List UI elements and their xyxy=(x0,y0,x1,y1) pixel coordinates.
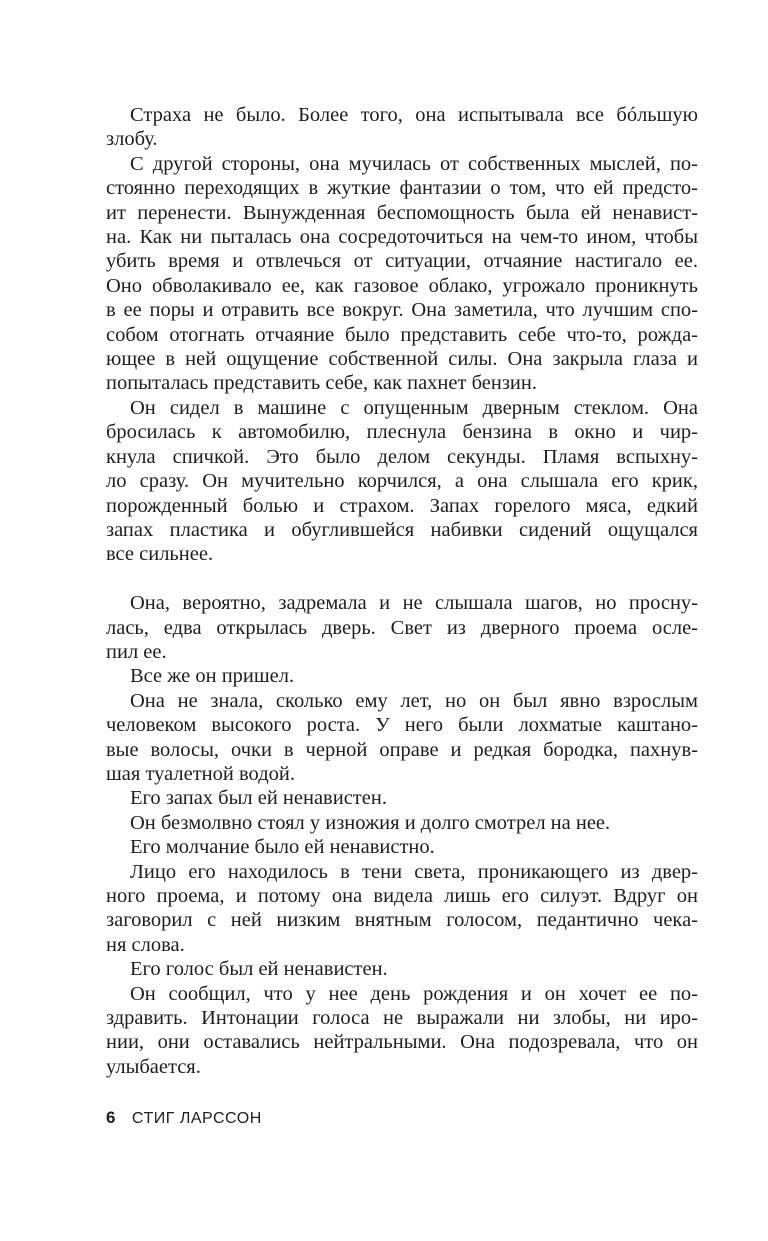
text-line: Его голос был ей ненавистен. xyxy=(130,958,388,981)
text-line: все сильнее. xyxy=(106,543,214,566)
text-line: лась, едва открылась дверь. Свет из дверного проема осле- xyxy=(106,616,698,639)
text-line: С другой стороны, она мучилась от собственных мыслей, по- xyxy=(130,152,698,175)
page-body xyxy=(106,103,698,1079)
text-line: пил ее. xyxy=(106,640,167,663)
paragraph xyxy=(106,664,698,688)
text-line: Все же он пришел. xyxy=(130,665,295,688)
text-line: кнула спичкой. Это было делом секунды. Пламя вспыхну- xyxy=(106,445,698,468)
paragraph xyxy=(106,982,698,1080)
text-line: убить время и отвлечься от ситуации, отчаяние настигало ее. xyxy=(106,250,698,273)
paragraph xyxy=(106,835,698,859)
page-footer xyxy=(106,1108,262,1129)
text-line: ня слова. xyxy=(106,933,185,956)
text-line: порожденный болью и страхом. Запах горелого мяса, едкий xyxy=(106,494,698,517)
running-header-author: СТИГ ЛАРССОН xyxy=(131,1110,262,1127)
paragraph xyxy=(106,152,698,396)
text-line: улыбается. xyxy=(106,1055,201,1078)
text-line: заговорил с ней низким внятным голосом, педантично чека- xyxy=(106,909,698,932)
paragraph xyxy=(106,860,698,958)
text-line: здравить. Интонации голоса не выражали ни злобы, ни иро- xyxy=(106,1007,698,1030)
paragraph xyxy=(106,689,698,787)
text-line: бросилась к автомобилю, плеснула бензина в окно и чир- xyxy=(106,421,698,444)
text-line: Страха не было. Более того, она испытывала все бóльшую xyxy=(130,104,698,126)
text-line: Она не знала, сколько ему лет, но он был явно взрослым xyxy=(130,689,698,712)
page-number: 6 xyxy=(106,1108,116,1127)
paragraph xyxy=(106,957,698,981)
text-line: Он сообщил, что у нее день рождения и он хочет ее по- xyxy=(130,982,698,1005)
text-line: вые волосы, очки в черной оправе и редкая бородка, пахнув- xyxy=(106,738,698,761)
paragraph xyxy=(106,811,698,835)
text-line: ного проема, и потому она видела лишь его силуэт. Вдруг он xyxy=(106,884,698,907)
text-line: собом отогнать отчаяние было представить себе что-то, рожда- xyxy=(106,323,698,346)
paragraph xyxy=(106,591,698,664)
text-line: Его запах был ей ненавистен. xyxy=(130,787,387,810)
text-line: в ее поры и отравить все вокруг. Она заметила, что лучшим спо- xyxy=(106,299,698,322)
text-line: ло сразу. Он мучительно корчился, а она слышала его крик, xyxy=(106,470,698,493)
text-line: злобу. xyxy=(106,128,158,151)
text-line: запах пластика и обуглившейся набивки сидений ощущался xyxy=(106,518,698,541)
text-line: Он сидел в машине с опущенным дверным стеклом. Она xyxy=(130,396,698,419)
text-line: попыталась представить себе, как пахнет бензин. xyxy=(106,372,537,395)
text-line: стоянно переходящих в жуткие фантазии о том, что ей предсто- xyxy=(106,177,698,200)
section-break xyxy=(106,567,698,591)
paragraph xyxy=(106,786,698,810)
text-line: нии, они оставались нейтральными. Она подозревала, что он xyxy=(106,1031,698,1054)
paragraph xyxy=(106,396,698,567)
text-line: Его молчание было ей ненавистно. xyxy=(130,836,435,859)
text-line: человеком высокого роста. У него были лохматые каштано- xyxy=(106,714,698,737)
paragraph xyxy=(106,103,698,152)
text-line: на. Как ни пыталась она сосредоточиться на чем-то ином, чтобы xyxy=(106,226,698,249)
text-line: ющее в ней ощущение собственной силы. Она закрыла глаза и xyxy=(106,348,698,371)
text-line: Она, вероятно, задремала и не слышала шагов, но просну- xyxy=(130,592,698,615)
text-line: ит перенести. Вынужденная беспомощность была ей ненавист- xyxy=(106,201,698,224)
text-line: шая туалетной водой. xyxy=(106,762,295,785)
text-line: Лицо его находилось в тени света, проникающего из двер- xyxy=(130,860,698,883)
text-line: Оно обволакивало ее, как газовое облако, угрожало проникнуть xyxy=(106,274,698,297)
text-line: Он безмолвно стоял у изножия и долго смотрел на нее. xyxy=(130,811,611,834)
